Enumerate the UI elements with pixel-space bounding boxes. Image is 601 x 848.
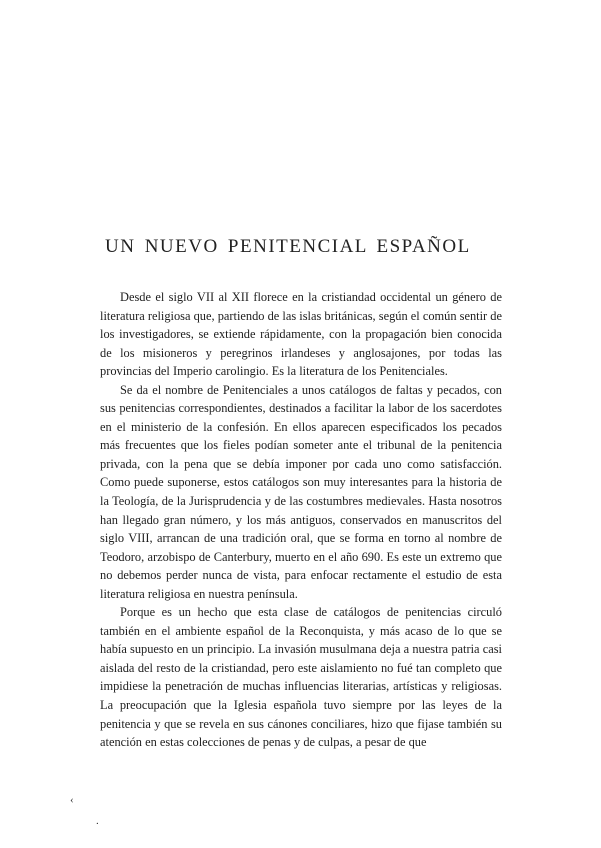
paragraph-3: Porque es un hecho que esta clase de catálogos de penitencias circuló también en el ambiente español de la Reconquista, y más acaso de lo que se había supuesto en un principio. La invasión musulmana deja a nuestra patria casi aislada del resto de la cristiandad, pero este aislamiento no fué tan completo que impidiese la penetración de muchas influencias literarias, artísticas y religiosas. La preocupación que la Iglesia española tuvo siempre por las leyes de la penitencia y que se revela en sus cánones conciliares, hizo que fijase también su atención en estas colecciones de penas y de culpas, a pesar de que [100,605,502,750]
document-title: UN NUEVO PENITENCIAL ESPAÑOL [105,236,471,257]
margin-mark: ‹ [70,794,74,806]
paragraph-2: Se da el nombre de Penitenciales a unos catálogos de faltas y pecados, con sus penitencias correspondientes, destinados a facilitar la labor de los sacerdotes en el ministerio de la confesión. En ellos aparecen especificados los pecados más frecuentes que los fieles podían someter ante el tribunal de la penitencia privada, con la pena que se debía imponer por cada uno como satisfacción. Como puede suponerse, estos catálogos son muy interesantes para la historia de la Teología, de la Jurisprudencia y de las costumbres medievales. Hasta nosotros han llegado gran número, y los más antiguos, conservados en manuscritos del siglo VIII, arrancan de una tradición oral, que se forma en torno al nombre de Teodoro, arzobispo de Canterbury, muerto en el año 690. Es este un extremo que no debemos perder nunca de vista, para enfocar rectamente el estudio de esta literatura religiosa en nuestra península. [100,382,502,601]
body-text [100,288,502,752]
margin-mark: . [96,815,99,827]
paragraph-1: Desde el siglo VII al XII florece en la cristiandad occidental un género de literatura religiosa que, partiendo de las islas británicas, según el común sentir de los investigadores, se extiende rápidamente, con la propagación bien conocida de los misioneros y peregrinos irlandeses y anglosajones, por todas las provincias del Imperio carolingio. Es la literatura de los Penitenciales. [100,290,502,379]
